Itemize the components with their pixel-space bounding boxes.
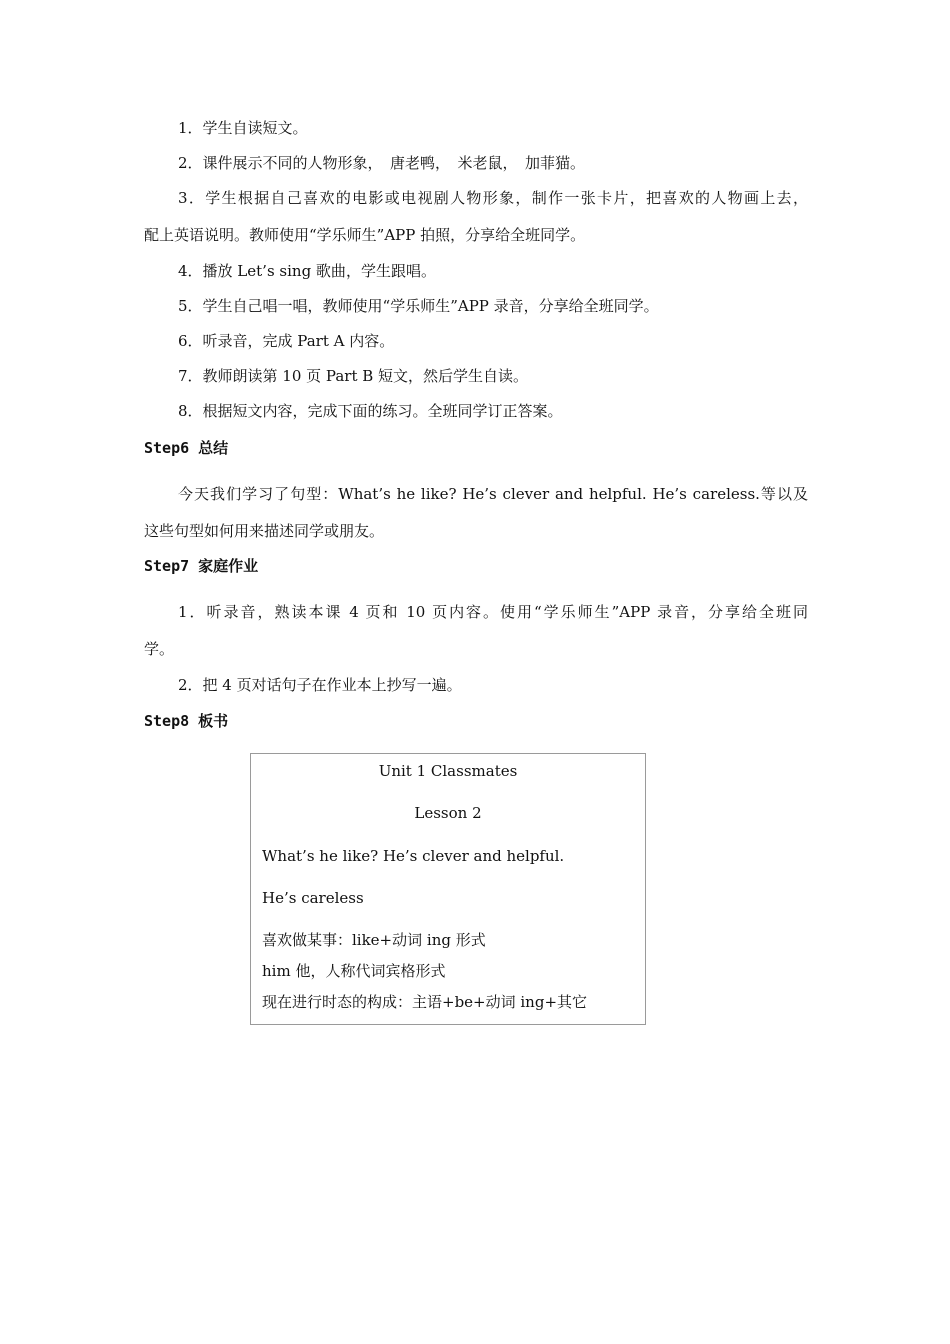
board-sentence: What’s he like? He’s clever and helpful. xyxy=(262,847,565,865)
step8-heading: Step8 板书 xyxy=(144,712,229,730)
board-sentence: He’s careless xyxy=(262,889,364,907)
step7-item: 1．听录音，熟读本课 4 页和 10 页内容。使用“学乐师生”APP 录音，分享给全班同 xyxy=(178,603,808,621)
list-item: 6．听录音，完成 Part A 内容。 xyxy=(178,332,395,350)
list-item: 5．学生自己唱一唱，教师使用“学乐师生”APP 录音，分享给全班同学。 xyxy=(178,297,659,315)
board-note: 喜欢做某事：like+动词 ing 形式 xyxy=(262,931,486,949)
list-item: 8．根据短文内容，完成下面的练习。全班同学订正答案。 xyxy=(178,402,563,420)
step7-item: 2．把 4 页对话句子在作业本上抄写一遍。 xyxy=(178,676,462,694)
board-lesson: Lesson 2 xyxy=(414,804,482,822)
blackboard-box xyxy=(250,753,646,1025)
list-item: 4．播放 Let’s sing 歌曲，学生跟唱。 xyxy=(178,262,436,280)
board-note: him 他，人称代词宾格形式 xyxy=(262,962,446,980)
list-item: 1．学生自读短文。 xyxy=(178,119,308,137)
step7-heading: Step7 家庭作业 xyxy=(144,557,259,575)
step6-paragraph-line: 这些句型如何用来描述同学或朋友。 xyxy=(144,522,385,540)
step6-heading: Step6 总结 xyxy=(144,439,229,457)
list-item: 3．学生根据自己喜欢的电影或电视剧人物形象，制作一张卡片，把喜欢的人物画上去， xyxy=(178,189,808,207)
list-item: 7．教师朗读第 10 页 Part B 短文，然后学生自读。 xyxy=(178,367,529,385)
list-item-continuation: 配上英语说明。教师使用“学乐师生”APP 拍照，分享给全班同学。 xyxy=(144,226,586,244)
board-note: 现在进行时态的构成：主语+be+动词 ing+其它 xyxy=(262,993,588,1011)
step6-paragraph-line: 今天我们学习了句型：What’s he like? He’s clever and helpful. He’s careless.等以及 xyxy=(178,485,808,503)
step7-item-continuation: 学。 xyxy=(144,640,175,658)
list-item: 2．课件展示不同的人物形象， 唐老鸭， 米老鼠， 加菲猫。 xyxy=(178,154,586,172)
board-title: Unit 1 Classmates xyxy=(378,762,518,780)
